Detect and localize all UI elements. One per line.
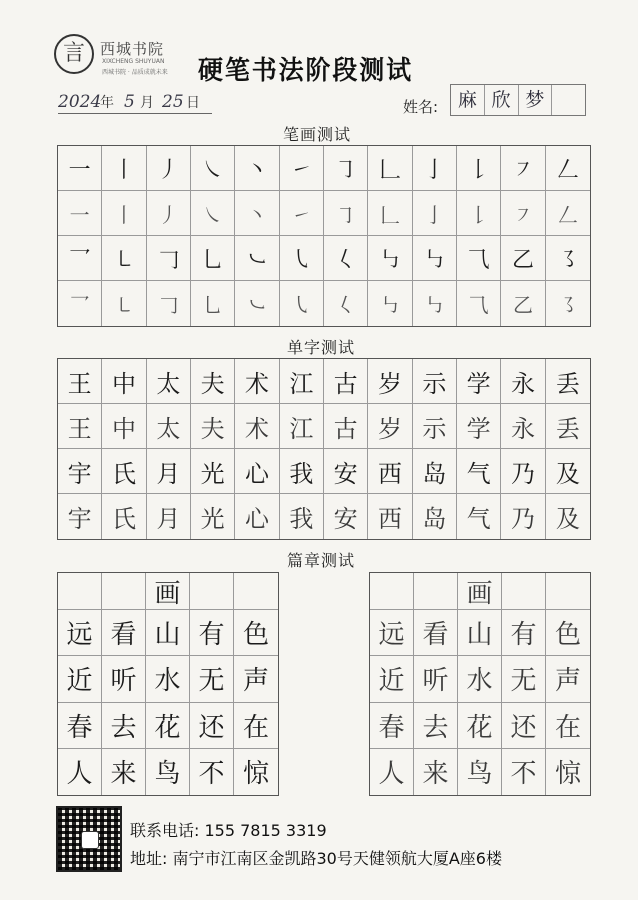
grid-cell: ㇏ [191,146,235,191]
section-title-characters: 单字测试 [287,338,356,357]
grid-cell [102,573,146,610]
grid-cell: 我 [280,449,324,494]
grid-cell: 乛 [58,236,102,281]
page-title: 硬笔书法阶段测试 [198,56,414,86]
grid-cell: 乃 [501,494,545,539]
grid-cell: 丿 [147,191,191,236]
grid-cell: 𠃌 [147,236,191,281]
grid-cell: ㇏ [191,191,235,236]
grid-cell: 色 [234,610,278,656]
grid-cell: 太 [147,404,191,449]
name-char: 麻 [451,85,485,115]
grid-cell: 有 [190,610,234,656]
grid-cell: 不 [502,749,546,795]
school-logo [54,34,194,78]
grid-cell: 丿 [147,146,191,191]
date-field [58,92,208,116]
date-year: 2024 [58,92,102,112]
grid-cell: ㇃ [235,236,279,281]
grid-cell: 西 [368,449,412,494]
grid-cell: 听 [102,656,146,702]
grid-cell: 氏 [102,449,146,494]
grid-cell: 太 [147,359,191,404]
grid-cell: 古 [324,404,368,449]
grid-cell: 氏 [102,494,146,539]
grid-cell: 永 [501,404,545,449]
grid-cell: 𠄌 [457,191,501,236]
logo-name: 西城书院 [100,40,165,58]
grid-cell: 月 [147,494,191,539]
grid-cell: 气 [457,449,501,494]
grid-cell: 春 [370,703,414,749]
grid-cell: 水 [146,656,190,702]
grid-cell: 乙 [501,281,545,326]
logo-icon: 言 [54,34,94,74]
grid-cell: 月 [147,449,191,494]
grid-cell: ㇉ [413,236,457,281]
date-day-unit: 日 [186,95,200,111]
grid-cell: 学 [457,359,501,404]
grid-cell: 安 [324,494,368,539]
grid-cell: 学 [457,404,501,449]
grid-cell: 在 [234,703,278,749]
grid-cell [502,573,546,610]
grid-cell: ⺄ [457,281,501,326]
grid-cell: 来 [414,749,458,795]
character-practice-grid [57,358,591,540]
grid-cell [234,573,278,610]
grid-cell: 心 [235,494,279,539]
grid-cell: 人 [370,749,414,795]
contact-address: 地址: 南宁市江南区金凯路30号天健领航大厦A座6楼 [130,849,502,868]
grid-cell: 𠃋 [546,146,590,191]
grid-cell: ⺄ [457,236,501,281]
grid-cell: 远 [370,610,414,656]
grid-cell: 花 [146,703,190,749]
grid-cell: 光 [191,449,235,494]
grid-cell: 气 [457,494,501,539]
grid-cell: 中 [102,359,146,404]
grid-cell: 丢 [546,404,590,449]
grid-cell: ㇃ [235,281,279,326]
grid-cell: 不 [190,749,234,795]
grid-cell: 花 [458,703,502,749]
grid-cell: 近 [58,656,102,702]
grid-cell: 丨 [102,146,146,191]
grid-cell: 岁 [368,359,412,404]
grid-cell: 亅 [413,191,457,236]
grid-cell: ㇄ [102,281,146,326]
grid-cell: ㇉ [413,281,457,326]
grid-cell: 江 [280,359,324,404]
name-label: 姓名: [403,98,439,116]
section-title-passage: 篇章测试 [287,551,356,570]
grid-cell: 无 [502,656,546,702]
grid-cell: ㇉ [368,281,412,326]
grid-cell: 岁 [368,404,412,449]
name-char [552,85,585,115]
grid-cell: 𠄌 [457,146,501,191]
grid-cell: 惊 [242,759,269,790]
grid-cell: 鸟 [146,749,190,795]
stroke-practice-grid [57,145,591,327]
grid-cell: 惊 [554,759,581,790]
date-month-unit: 月 [140,95,154,111]
grid-cell: ㇄ [102,236,146,281]
grid-cell: 永 [501,359,545,404]
grid-cell: 岛 [413,449,457,494]
grid-cell: 去 [102,703,146,749]
grid-cell: 一 [58,191,102,236]
grid-cell: 𡿨 [324,236,368,281]
grid-cell: 山 [458,610,502,656]
grid-cell: ㇉ [368,236,412,281]
grid-cell: 乚 [191,236,235,281]
passage-model-grid [57,572,279,796]
grid-cell: 王 [58,404,102,449]
grid-cell: 声 [546,656,590,702]
grid-cell: 中 [102,404,146,449]
date-year-unit: 年 [100,95,114,111]
date-day: 25 [162,92,184,112]
grid-cell: 丢 [546,359,590,404]
date-underline [58,113,212,114]
section-title-strokes: 笔画测试 [283,125,352,144]
grid-cell: 𠃌 [147,281,191,326]
name-char: 欣 [485,85,519,115]
grid-cell: 画 [146,573,190,610]
grid-cell: 乛 [58,281,102,326]
grid-cell: 𠃊 [368,146,412,191]
grid-cell: 示 [413,359,457,404]
grid-cell: 有 [502,610,546,656]
grid-cell [546,573,590,610]
grid-cell: ㇌ [546,236,590,281]
grid-cell: 光 [191,494,235,539]
grid-cell: 及 [546,449,590,494]
grid-cell: 𡿨 [324,281,368,326]
grid-cell: 王 [58,359,102,404]
grid-cell: 江 [280,404,324,449]
grid-cell: 色 [546,610,590,656]
grid-cell: 水 [458,656,502,702]
grid-cell: 丶 [235,191,279,236]
grid-cell: 西 [368,494,412,539]
grid-cell: ㇂ [280,281,324,326]
date-month: 5 [124,92,135,112]
grid-cell: 春 [58,703,102,749]
grid-cell [414,573,458,610]
grid-cell: 人 [58,749,102,795]
grid-cell [370,573,414,610]
grid-cell: 还 [190,703,234,749]
grid-cell: ㇌ [557,293,578,317]
grid-cell: 示 [413,404,457,449]
grid-cell: 无 [190,656,234,702]
logo-pinyin: XIXCHENG SHUYUAN [102,58,165,65]
grid-cell: 乙 [501,236,545,281]
grid-cell [58,573,102,610]
grid-cell: 听 [414,656,458,702]
grid-cell: 术 [235,359,279,404]
grid-cell: 术 [235,404,279,449]
grid-cell: 声 [234,656,278,702]
grid-cell: 及 [555,505,580,533]
grid-cell: 去 [414,703,458,749]
grid-cell: 乚 [191,281,235,326]
grid-cell: 𠃋 [546,191,590,236]
grid-cell: 还 [502,703,546,749]
grid-cell: 丶 [235,146,279,191]
wechat-icon [81,831,99,849]
grid-cell: 来 [102,749,146,795]
grid-cell: 一 [58,146,102,191]
logo-slogan: 西城书院 · 品质成就未来 [102,69,168,76]
name-char: 梦 [519,85,553,115]
grid-cell: 看 [414,610,458,656]
grid-cell: 夫 [191,404,235,449]
grid-cell: 山 [146,610,190,656]
grid-cell: ㇆ [324,191,368,236]
grid-cell: 近 [370,656,414,702]
grid-cell: 丨 [102,191,146,236]
grid-cell: ㇀ [280,146,324,191]
grid-cell: 宇 [58,449,102,494]
grid-cell: ㇇ [501,191,545,236]
grid-cell [190,573,234,610]
grid-cell: ㇆ [324,146,368,191]
grid-cell: 看 [102,610,146,656]
grid-cell: 心 [235,449,279,494]
grid-cell: 𠃊 [368,191,412,236]
name-field [450,84,586,116]
grid-cell: 鸟 [458,749,502,795]
grid-cell: 岛 [413,494,457,539]
grid-cell: ㇇ [501,146,545,191]
grid-cell: 夫 [191,359,235,404]
grid-cell: 乃 [501,449,545,494]
grid-cell: ㇀ [280,191,324,236]
qr-code [56,806,122,872]
contact-phone: 联系电话: 155 7815 3319 [130,821,327,840]
grid-cell: 安 [324,449,368,494]
grid-cell: ㇂ [280,236,324,281]
grid-cell: 亅 [413,146,457,191]
passage-practice-grid [369,572,591,796]
grid-cell: 我 [280,494,324,539]
grid-cell: 宇 [58,494,102,539]
grid-cell: 画 [458,573,502,610]
grid-cell: 古 [324,359,368,404]
grid-cell: 在 [546,703,590,749]
grid-cell: 远 [58,610,102,656]
